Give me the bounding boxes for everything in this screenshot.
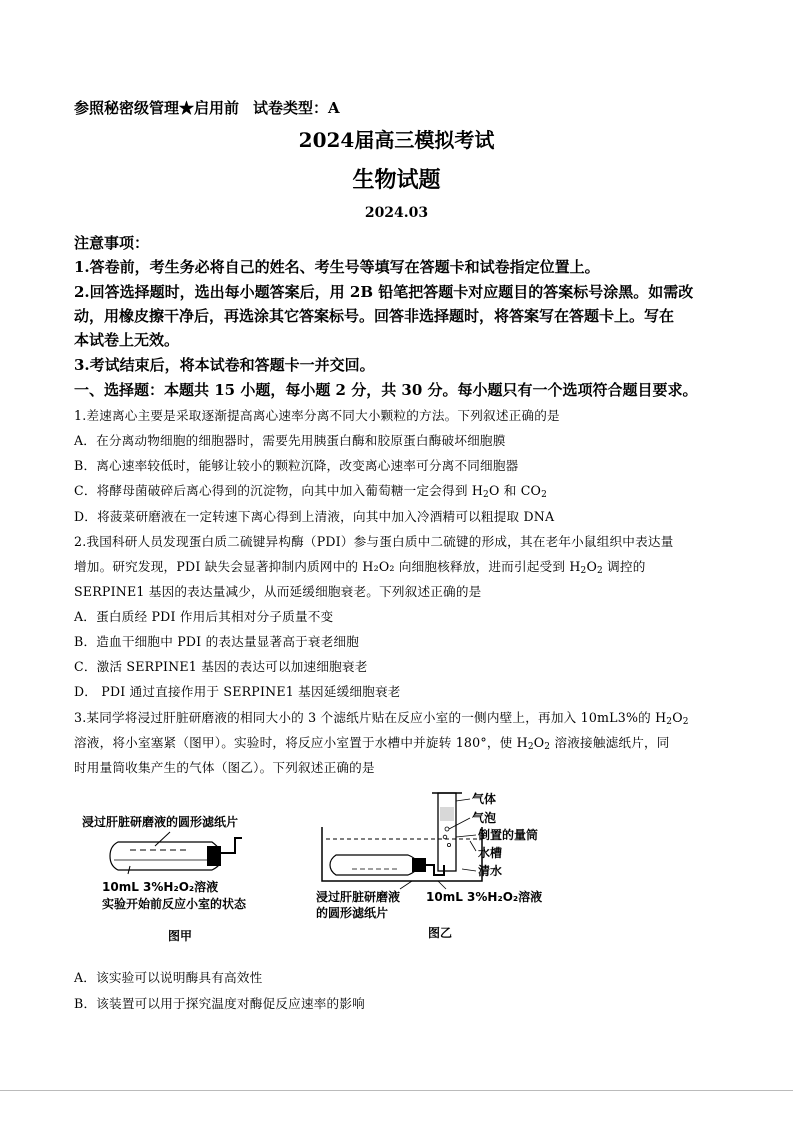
figure-jia: [70, 800, 310, 945]
q3-option-a: A．该实验可以说明酶具有高效性: [74, 970, 263, 985]
fig-yi-label-filter-2: 的圆形滤纸片: [316, 906, 389, 920]
fig-jia-tube: [221, 838, 242, 853]
header-line: [74, 97, 340, 118]
notice-item-1: 1.答卷前，考生务必将自己的姓名、考生号等填写在答题卡和试卷指定位置上。: [74, 258, 600, 276]
q2-option-b: B．造血干细胞中 PDI 的表达量显著高于衰老细胞: [74, 634, 360, 649]
q1-option-d: D．将菠菜研磨液在一定转速下离心得到上清液，向其中加入冷酒精可以粗提取 DNA: [74, 509, 555, 524]
fig-yi-water-tank: [322, 827, 482, 881]
fig-yi-label-gas: 气体: [472, 792, 497, 806]
section-heading: 一、选择题：本题共 15 小题，每小题 2 分，共 30 分。每小题只有一个选项符合题目要求。: [74, 381, 698, 399]
fig-yi-label-tank: 水槽: [478, 846, 503, 860]
paper-type: 试卷类型：A: [253, 99, 340, 117]
exam-date: 2024.03: [364, 205, 429, 221]
notice-heading: 注意事项：: [74, 234, 150, 252]
notice-item-2-line-2: 动，用橡皮擦干净后，再选涂其它答案标号。回答非选择题时，将答案写在答题卡上。写在: [74, 307, 675, 325]
fig-yi-tube: [426, 865, 444, 875]
fig-jia-pointer: [155, 832, 170, 846]
q1-stem: 1.差速离心主要是采取逐渐提高离心速率分离不同大小颗粒的方法。下列叙述正确的是: [74, 408, 560, 423]
fig-yi-stopper: [412, 858, 426, 872]
notice-item-2-line-1: 2.回答选择题时，选出每小题答案后，用 2B 铅笔把答题卡对应题目的答案标号涂黑。如需改: [74, 283, 694, 301]
q2-option-d: D． PDI 通过直接作用于 SERPINE1 基因延缓细胞衰老: [74, 684, 401, 699]
page-footer-rule: [0, 1090, 793, 1091]
fig-jia-label-solution: 10mL 3%H₂O₂溶液: [102, 880, 219, 894]
q3-stem-line-3: 时用量筒收集产生的气体（图乙）。下列叙述正确的是: [74, 760, 375, 775]
fig-yi-label-solution: 10mL 3%H₂O₂溶液: [426, 890, 543, 904]
q1-option-a: A．在分离动物细胞的细胞器时，需要先用胰蛋白酶和胶原蛋白酶破坏细胞膜: [74, 433, 506, 448]
q2-option-a: A．蛋白质经 PDI 作用后其相对分子质量不变: [74, 609, 334, 624]
q2-stem-line-1: 2.我国科研人员发现蛋白质二硫键异构酶（PDI）参与蛋白质中二硫键的形成，其在老年小鼠组织中表达量: [74, 534, 674, 549]
fig-yi-label-bubble: 气泡: [472, 811, 497, 825]
fig-yi-label-water: 清水: [478, 864, 503, 878]
fig-jia-label-top: 浸过肝脏研磨液的圆形滤纸片: [82, 815, 239, 829]
fig-yi-cylinder: [438, 793, 456, 871]
fig-jia-chamber: [110, 842, 220, 870]
q2-option-c: C．激活 SERPINE1 基因的表达可以加速细胞衰老: [74, 659, 368, 674]
notice-item-2-line-3: 本试卷上无效。: [74, 331, 180, 349]
figure-yi: [312, 785, 612, 945]
exam-title: 2024届高三模拟考试: [298, 128, 495, 152]
q3-option-b: B．该装置可以用于探究温度对酶促反应速率的影响: [74, 996, 365, 1011]
fig-jia-stopper: [207, 846, 221, 866]
q2-stem-line-2: 增加。研究发现，PDI 缺失会显著抑制内质网中的 H₂O₂ 向细胞核释放，进而引起受到 $H_2O_2$ 调控的: [74, 559, 646, 576]
q1-option-b: B．离心速率较低时，能够让较小的颗粒沉降，改变离心速率可分离不同细胞器: [74, 458, 519, 473]
fig-yi-bubble: [445, 827, 449, 831]
exam-subject: 生物试题: [352, 167, 441, 193]
q3-stem-line-2: 溶液，将小室塞紧（图甲）。实验时，将反应小室置于水槽中并旋转 180°，使 $H_2O_2$ 溶液接触滤纸片，同: [74, 735, 670, 752]
fig-yi-label-filter: 浸过肝脏研磨液: [316, 890, 401, 904]
fig-jia-label-state: 实验开始前反应小室的状态: [102, 897, 247, 911]
notice-item-3: 3.考试结束后，将本试卷和答题卡一并交回。: [74, 356, 375, 374]
q3-stem-line-1: 3.某同学将浸过肝脏研磨液的相同大小的 3 个滤纸片贴在反应小室的一侧内壁上，再加入 10mL3%的 $H_2O_2$: [74, 710, 689, 727]
fig-yi-gas: [440, 807, 454, 821]
fig-jia-caption: 图甲: [168, 929, 193, 943]
fig-yi-chamber: [330, 855, 418, 875]
fig-yi-caption: 图乙: [428, 926, 453, 940]
fig-yi-label-cylinder: 倒置的量筒: [478, 828, 539, 842]
q2-stem-line-3: SERPINE1 基因的表达量减少，从而延缓细胞衰老。下列叙述正确的是: [74, 584, 482, 599]
q1-option-c: C．将酵母菌破碎后离心得到的沉淀物，向其中加入葡萄糖一定会得到 $H_2O$ 和 $CO_2$: [74, 483, 548, 500]
secrecy-label: 参照秘密级管理★启用前: [74, 99, 240, 117]
